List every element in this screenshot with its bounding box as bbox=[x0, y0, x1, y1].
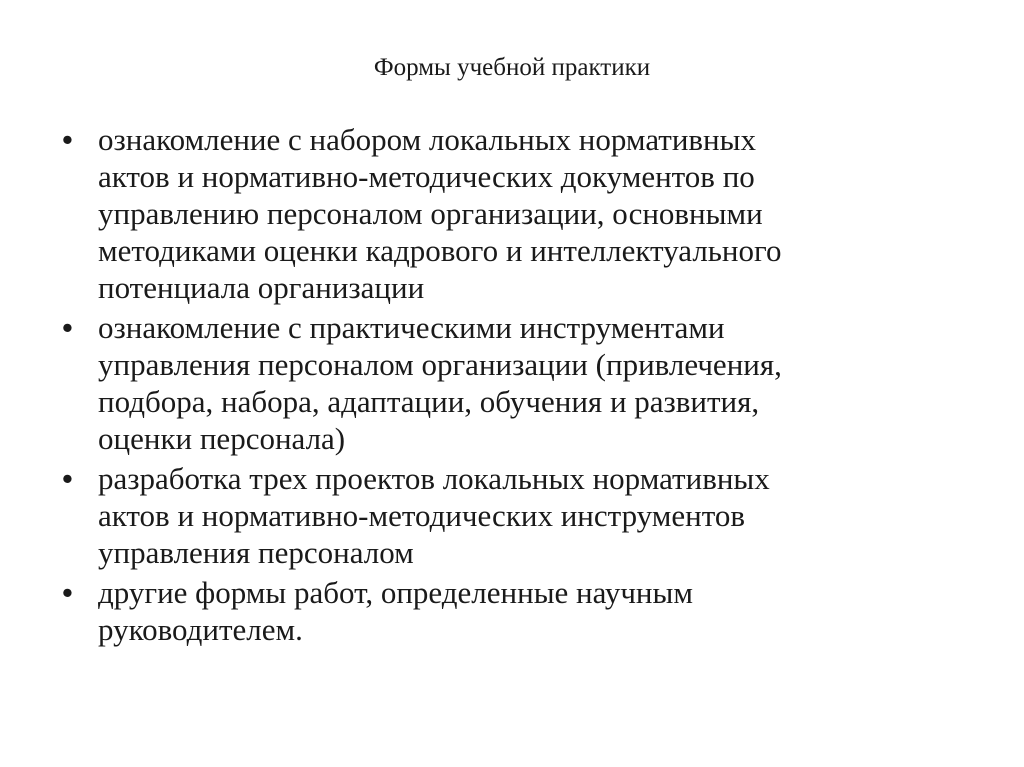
list-item bbox=[58, 574, 978, 648]
list-item bbox=[58, 121, 978, 306]
list-item-text: ознакомление с набором локальных нормативных актов и нормативно-методических документов по управлению персоналом организации, основными методиками оценки кадрового и интеллектуального потенциала организации bbox=[98, 122, 782, 305]
bullet-icon: • bbox=[62, 575, 73, 610]
slide-title: Формы учебной практики bbox=[373, 54, 651, 81]
list-item bbox=[58, 460, 978, 571]
list-item-text: другие формы работ, определенные научным руководителем. bbox=[98, 575, 693, 647]
list-item bbox=[58, 309, 978, 457]
bullet-icon: • bbox=[62, 122, 73, 157]
bullet-list bbox=[58, 121, 978, 651]
list-item-text: ознакомление с практическими инструментами управления персоналом организации (привлечения, подбора, набора, адаптации, обучения и развития, оценки персонала) bbox=[98, 310, 782, 456]
bullet-icon: • bbox=[62, 461, 73, 496]
bullet-icon: • bbox=[62, 310, 73, 345]
list-item-text: разработка трех проектов локальных нормативных актов и нормативно-методических инструментов управления персоналом bbox=[98, 461, 770, 570]
